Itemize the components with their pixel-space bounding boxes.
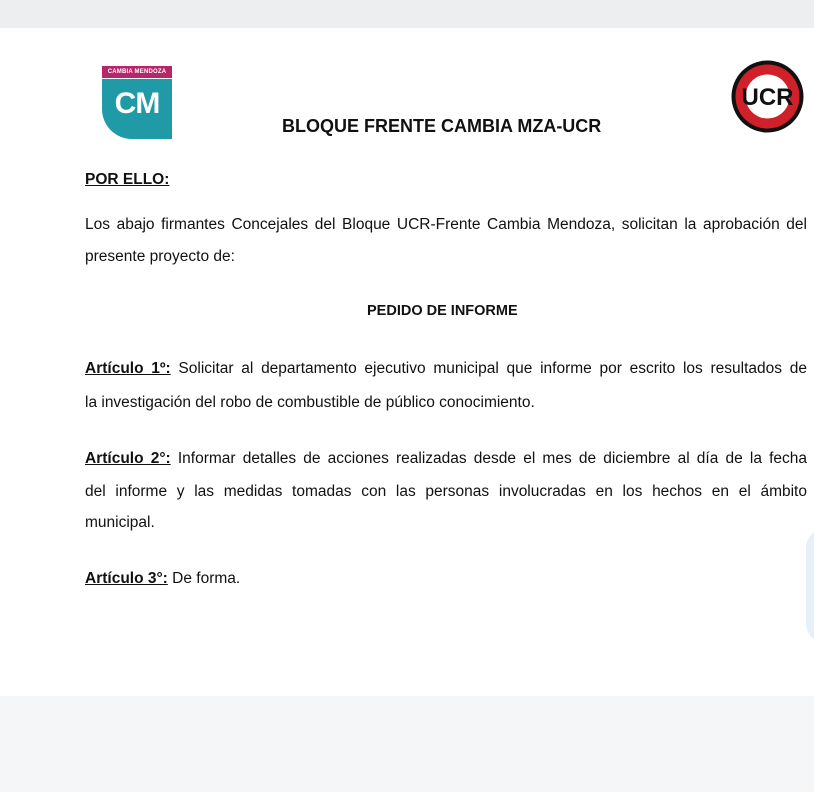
floating-side-bubble[interactable] [806,528,814,643]
ucr-logo-text: UCR [741,84,794,111]
por-ello-text: POR ELLO: [85,171,170,188]
por-ello-label [85,171,169,189]
article-3-label: Artículo 3°: [85,570,168,587]
article-1-line-1 [85,360,807,378]
article-3-text: De forma. [167,570,241,587]
cm-logo-banner: CAMBIA MENDOZA [102,66,172,78]
article-2-line-3: municipal. [85,514,155,531]
document-page [0,28,814,696]
top-strip [0,0,814,28]
section-heading: PEDIDO DE INFORME [367,303,518,319]
article-2-line-2: del informe y las medidas tomadas con las personas involucradas en los hechos en el ámbito [85,483,807,500]
article-2-label: Artículo 2°: [85,450,171,467]
ucr-logo [730,59,805,134]
cm-logo-text: CM [114,87,160,120]
intro-line-2: presente proyecto de: [85,248,235,265]
article-3-line [85,570,240,588]
cambia-mendoza-logo [102,66,172,140]
article-1-label: Artículo 1º: [85,360,171,377]
article-2-text: Informar detalles de acciones realizadas desde el mes de diciembre al día de la fecha [170,450,808,467]
document-title: BLOQUE FRENTE CAMBIA MZA-UCR [282,116,602,136]
article-1-text: Solicitar al departamento ejecutivo municipal que informe por escrito los resultados de [170,360,807,377]
bottom-area [0,696,814,792]
intro-line-1: Los abajo firmantes Concejales del Bloque UCR-Frente Cambia Mendoza, solicitan la aprobación del [85,216,807,233]
article-2-line-1 [85,450,807,468]
article-1-line-2: la investigación del robo de combustible de público conocimiento. [85,394,535,411]
cm-logo-box [102,79,172,139]
